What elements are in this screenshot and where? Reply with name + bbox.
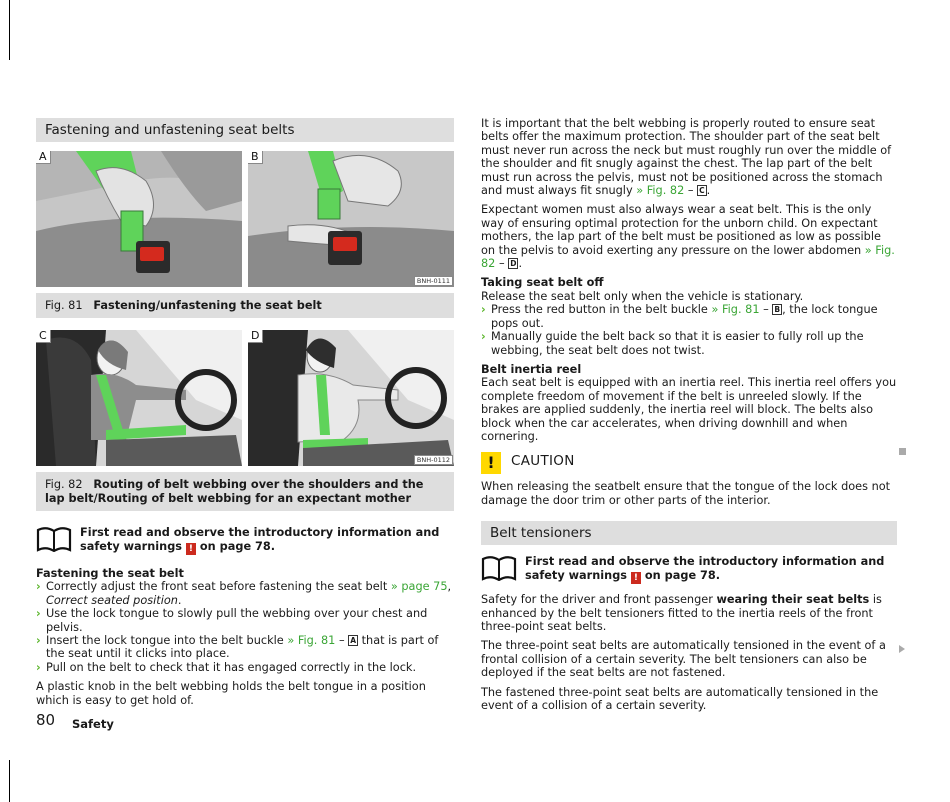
inertia-reel-text: Each seat belt is equipped with an inertia reel. This inertia reel offers you complete freedom of movement if the belt is unreeled slowly. If the brakes are applied suddenly, the inertia reel will block. The belts also block when the car accelerates, when driving downhill and when cornering. — [481, 376, 897, 443]
expectant-mother-seatbelt-illustration — [248, 330, 454, 466]
arrow-icon: › — [36, 607, 41, 621]
left-column — [36, 118, 454, 707]
taking-off-heading: Taking seat belt off — [481, 276, 604, 290]
arrow-icon: › — [36, 634, 41, 648]
section-end-marker — [899, 448, 906, 455]
section-title-fastening: Fastening and unfastening seat belts — [36, 118, 454, 142]
figure-81-panel-b — [248, 151, 454, 287]
book-icon — [481, 555, 517, 581]
fastening-step-2: › Use the lock tongue to slowly pull the webbing over your chest and pelvis. — [36, 607, 428, 634]
intro-notice — [36, 526, 454, 556]
caution-label: CAUTION — [511, 453, 575, 470]
fastening-heading: Fastening the seat belt — [36, 567, 184, 580]
plastic-knob-text: A plastic knob in the belt webbing holds the belt tongue in a position which is easy to get hold of. — [36, 680, 426, 707]
warning-icon: ! — [186, 543, 196, 555]
fastening-step-1: › Correctly adjust the front seat before fastening the seat belt » page 75, Correct seated position. — [36, 580, 452, 607]
intro-notice-text: First read and observe the introductory information and safety warnings — [80, 526, 440, 553]
arrow-icon: › — [481, 303, 486, 317]
driver-seatbelt-illustration — [36, 330, 242, 466]
footer-section: Safety — [72, 717, 114, 731]
tensioners-notice-page: on page 78. — [644, 569, 721, 583]
arrow-icon: › — [36, 580, 41, 594]
figure-82-code: BNH-0112 — [414, 455, 453, 465]
tensioners-paragraph-1: Safety for the driver and front passenger wearing their seat belts is enhanced by the belt tensioners fitted to the inertia reels of the front three-point seat belts. — [481, 593, 882, 633]
figure-81 — [36, 151, 454, 287]
caution-header — [481, 452, 897, 476]
expectant-women-paragraph: Expectant women must also always wear a seat belt. This is the only way of ensuring optimal protection for the unborn child. On expectant mothers, the lap part of the belt must be positioned as low as possible on the pelvis to avoid exerting any pressure on the lower abdomen » Fig. 82 – D . — [481, 203, 895, 271]
figure-82-panel-d — [248, 330, 454, 466]
tensioners-paragraph-3: The fastened three-point seat belts are automatically tensioned in the event of a collision of a certain severity. — [481, 685, 879, 712]
arrow-icon: › — [481, 330, 486, 344]
fastening-step-4: › Pull on the belt to check that it has engaged correctly in the lock. — [36, 660, 417, 674]
figure-81-code: BNH-0111 — [414, 276, 453, 286]
figure-82-caption-text: Routing of belt webbing over the shoulders and the lap belt/Routing of belt webbing for an expectant mother — [45, 478, 424, 505]
taking-off-step-2: › Manually guide the belt back so that it is easier to fully roll up the webbing, the seat belt does not twist. — [481, 330, 864, 357]
warning-icon: ! — [631, 572, 641, 584]
link-page-75[interactable]: » page 75 — [390, 580, 448, 594]
figure-letter-a: A — [36, 151, 51, 164]
intro-notice-page: on page 78. — [199, 540, 276, 553]
taking-off-intro: Release the seat belt only when the vehicle is stationary. — [481, 289, 804, 303]
inertia-reel-heading: Belt inertia reel — [481, 362, 582, 376]
routing-paragraph: It is important that the belt webbing is properly routed to ensure seat belts offer the maximum protection. The shoulder part of the seat belt must never run across the neck but must roughly run over the middle of the shoulder and fit snugly against the chest. The lap part of the belt must run across the pelvis, must not be positioned across the stomach and must always fit snugly » Fig. 82 – C . — [481, 117, 892, 198]
figure-81-panel-a — [36, 151, 242, 287]
tensioners-notice — [481, 555, 897, 585]
figure-letter-b: B — [248, 151, 263, 164]
section-title-tensioners: Belt tensioners — [481, 521, 897, 545]
tensioners-notice-text: First read and observe the introductory information and safety warnings — [525, 555, 885, 583]
link-fig-81-b[interactable]: » Fig. 81 — [711, 303, 760, 317]
book-icon — [36, 526, 72, 552]
figure-81-caption-text: Fastening/unfastening the seat belt — [93, 299, 322, 312]
arrow-icon: › — [36, 660, 41, 674]
belt-fastening-illustration — [36, 151, 242, 287]
figure-82-caption — [36, 472, 454, 511]
link-fig-82-d[interactable]: » Fig. 82 — [481, 243, 895, 271]
figure-82 — [36, 330, 454, 466]
key-b: B — [774, 305, 781, 315]
right-column — [481, 117, 897, 712]
link-fig-82-c[interactable]: » Fig. 82 — [636, 184, 685, 198]
figure-82-panel-c — [36, 330, 242, 466]
key-a: A — [350, 636, 357, 646]
figure-letter-d: D — [248, 330, 263, 343]
figure-82-caption-number: Fig. 82 — [45, 478, 83, 491]
figure-81-caption — [36, 293, 454, 318]
page-number: 80 — [36, 711, 56, 729]
tensioners-paragraph-2: The three-point seat belts are automatically tensioned in the event of a frontal collision of a certain severity. The belt tensioners can also be deployed if the seat belts are not fastened. — [481, 639, 886, 680]
fastening-step-3: › Insert the lock tongue into the belt buckle » Fig. 81 – A that is part of the seat until it clicks into place. — [36, 634, 439, 661]
figure-letter-c: C — [36, 330, 51, 343]
continue-arrow-icon — [899, 645, 905, 653]
caution-text: When releasing the seatbelt ensure that the tongue of the lock does not damage the door trim or other parts of the interior. — [481, 480, 891, 507]
link-fig-81[interactable]: » Fig. 81 — [287, 634, 336, 648]
belt-unfastening-illustration — [248, 151, 454, 287]
crop-mark-top — [9, 0, 10, 60]
caution-icon: ! — [481, 452, 501, 474]
key-d: D — [510, 259, 517, 269]
taking-off-step-1: › Press the red button in the belt buckle » Fig. 81 – B , the lock tongue pops out. — [481, 303, 878, 330]
figure-81-caption-number: Fig. 81 — [45, 299, 83, 312]
crop-mark-bottom — [9, 760, 10, 802]
key-c: C — [699, 186, 705, 196]
